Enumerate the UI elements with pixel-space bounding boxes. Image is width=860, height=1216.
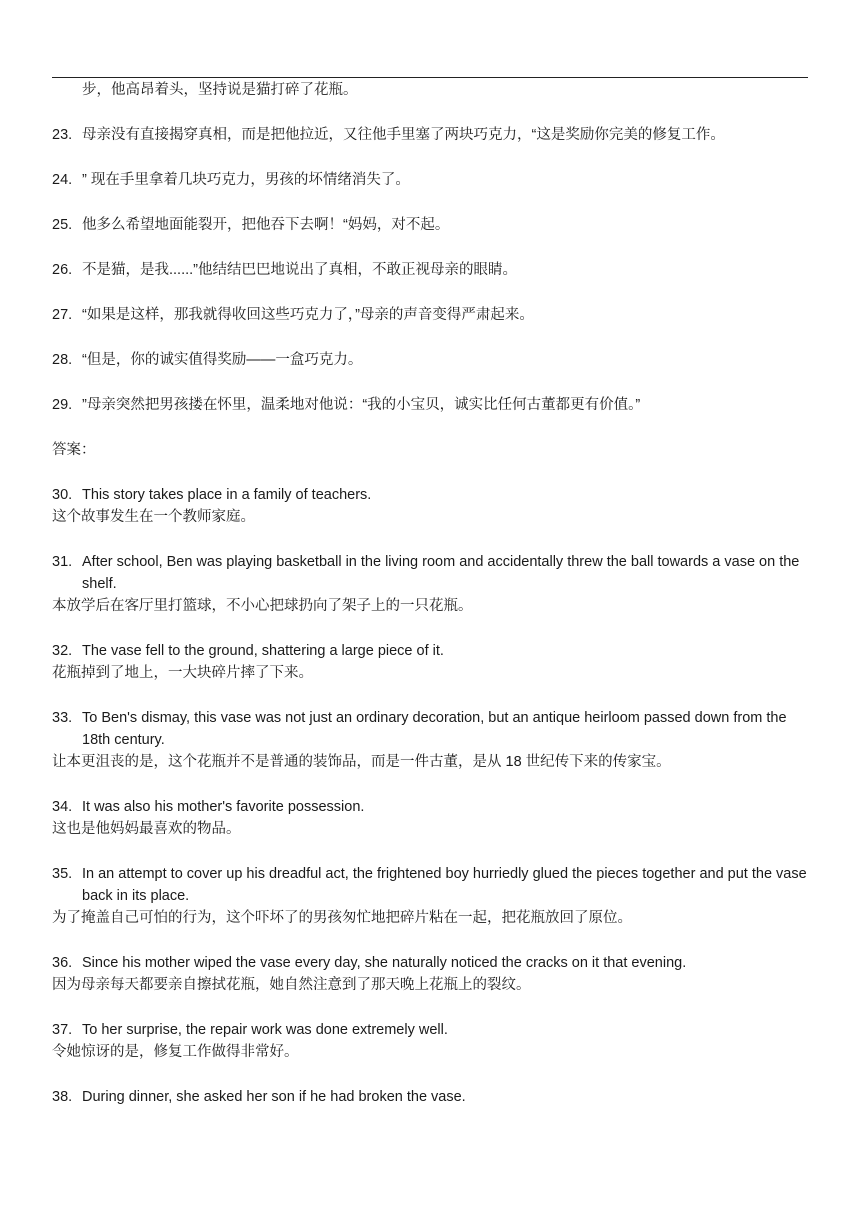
item-number: 32. <box>52 643 73 659</box>
answer-english-line <box>52 640 812 662</box>
question-text: 母亲没有直接揭穿真相，而是把他拉近，又往他手里塞了两块巧克力，“这是奖励你完美的修复工作。 <box>82 127 725 143</box>
answer-english-line <box>52 1086 812 1108</box>
answer-english-text: Since his mother wiped the vase every day, she naturally noticed the cracks on it that evening. <box>82 955 687 971</box>
item-number: 24. <box>52 172 73 188</box>
continuation-line: 步，他高昂着头，坚持说是猫打碎了花瓶。 <box>82 82 358 98</box>
answer-english-text: During dinner, she asked her son if he had broken the vase. <box>82 1089 466 1105</box>
answer-chinese-text: 因为母亲每天都要亲自擦拭花瓶，她自然注意到了那天晚上花瓶上的裂纹。 <box>52 977 531 993</box>
document-page <box>52 79 812 1108</box>
item-number: 27. <box>52 307 73 323</box>
question-item <box>52 214 812 236</box>
question-text: 不是猫，是我......”他结结巴巴地说出了真相，不敢正视母亲的眼睛。 <box>82 262 517 278</box>
header-rule <box>52 77 808 78</box>
item-number: 28. <box>52 352 73 368</box>
answer-chinese-text: 这个故事发生在一个教师家庭。 <box>52 509 255 525</box>
answer-item <box>52 863 812 929</box>
answer-item <box>52 484 812 528</box>
question-line <box>52 214 812 236</box>
item-number: 23. <box>52 127 73 143</box>
question-text: 他多么希望地面能裂开，把他吞下去啊！“妈妈，对不起。 <box>82 217 450 233</box>
item-number: 25. <box>52 217 73 233</box>
question-line <box>52 304 812 326</box>
question-item <box>52 304 812 326</box>
item-number: 33. <box>52 710 73 726</box>
question-item <box>52 349 812 371</box>
item-number: 36. <box>52 955 73 971</box>
item-number: 35. <box>52 866 73 882</box>
answer-item <box>52 551 812 617</box>
question-line <box>52 394 812 416</box>
item-number: 26. <box>52 262 73 278</box>
answer-item <box>52 796 812 840</box>
answer-english-line <box>52 952 812 974</box>
item-number: 29. <box>52 397 73 413</box>
answer-item <box>52 952 812 996</box>
answer-chinese-text: 这也是他妈妈最喜欢的物品。 <box>52 821 241 837</box>
answer-item <box>52 1019 812 1063</box>
answer-english-line <box>52 551 812 595</box>
item-number: 30. <box>52 487 73 503</box>
item-number: 31. <box>52 554 73 570</box>
answer-chinese-text: 本放学后在客厅里打篮球，不小心把球扔向了架子上的一只花瓶。 <box>52 598 473 614</box>
question-line <box>52 259 812 281</box>
answer-english-text: The vase fell to the ground, shattering a large piece of it. <box>82 643 444 659</box>
answer-english-line <box>52 707 812 751</box>
question-item <box>52 169 812 191</box>
answer-item <box>52 640 812 684</box>
question-text: ” 现在手里拿着几块巧克力，男孩的坏情绪消失了。 <box>82 172 410 188</box>
answer-english-line <box>52 796 812 818</box>
question-text: “但是，你的诚实值得奖励——一盒巧克力。 <box>82 352 363 368</box>
question-item <box>52 259 812 281</box>
answer-english-text: To her surprise, the repair work was done extremely well. <box>82 1022 448 1038</box>
answer-chinese-text: 花瓶掉到了地上，一大块碎片摔了下来。 <box>52 665 313 681</box>
item-number: 38. <box>52 1089 73 1105</box>
answer-english-text: In an attempt to cover up his dreadful act, the frightened boy hurriedly glued the pieces together and put the vase back in its place. <box>82 866 807 904</box>
question-item <box>52 394 812 416</box>
answer-item <box>52 707 812 773</box>
question-text: ”母亲突然把男孩搂在怀里，温柔地对他说：“我的小宝贝，诚实比任何古董都更有价值。” <box>82 397 641 413</box>
question-list <box>52 124 812 416</box>
answer-english-line <box>52 484 812 506</box>
answer-english-line <box>52 1019 812 1041</box>
answer-label: 答案： <box>52 442 96 458</box>
answer-chinese-text: 为了掩盖自己可怕的行为，这个吓坏了的男孩匆忙地把碎片粘在一起，把花瓶放回了原位。 <box>52 910 632 926</box>
answer-english-text: It was also his mother's favorite possession. <box>82 799 365 815</box>
answer-english-text: After school, Ben was playing basketball in the living room and accidentally threw the ball towards a vase on the shelf. <box>82 554 800 592</box>
question-text: “如果是这样，那我就得收回这些巧克力了，”母亲的声音变得严肃起来。 <box>82 307 534 323</box>
answer-item <box>52 1086 812 1108</box>
answer-english-text: To Ben's dismay, this vase was not just an ordinary decoration, but an antique heirloom passed down from the 18th century. <box>82 710 787 748</box>
item-number: 34. <box>52 799 73 815</box>
answer-chinese-text: 让本更沮丧的是，这个花瓶并不是普通的装饰品，而是一件古董，是从 18 世纪传下来的传家宝。 <box>52 754 671 770</box>
answer-list <box>52 484 812 1108</box>
answer-english-text: This story takes place in a family of teachers. <box>82 487 372 503</box>
question-line <box>52 349 812 371</box>
question-line <box>52 169 812 191</box>
item-number: 37. <box>52 1022 73 1038</box>
answer-english-line <box>52 863 812 907</box>
question-line <box>52 124 812 146</box>
answer-chinese-text: 令她惊讶的是，修复工作做得非常好。 <box>52 1044 299 1060</box>
question-item <box>52 124 812 146</box>
